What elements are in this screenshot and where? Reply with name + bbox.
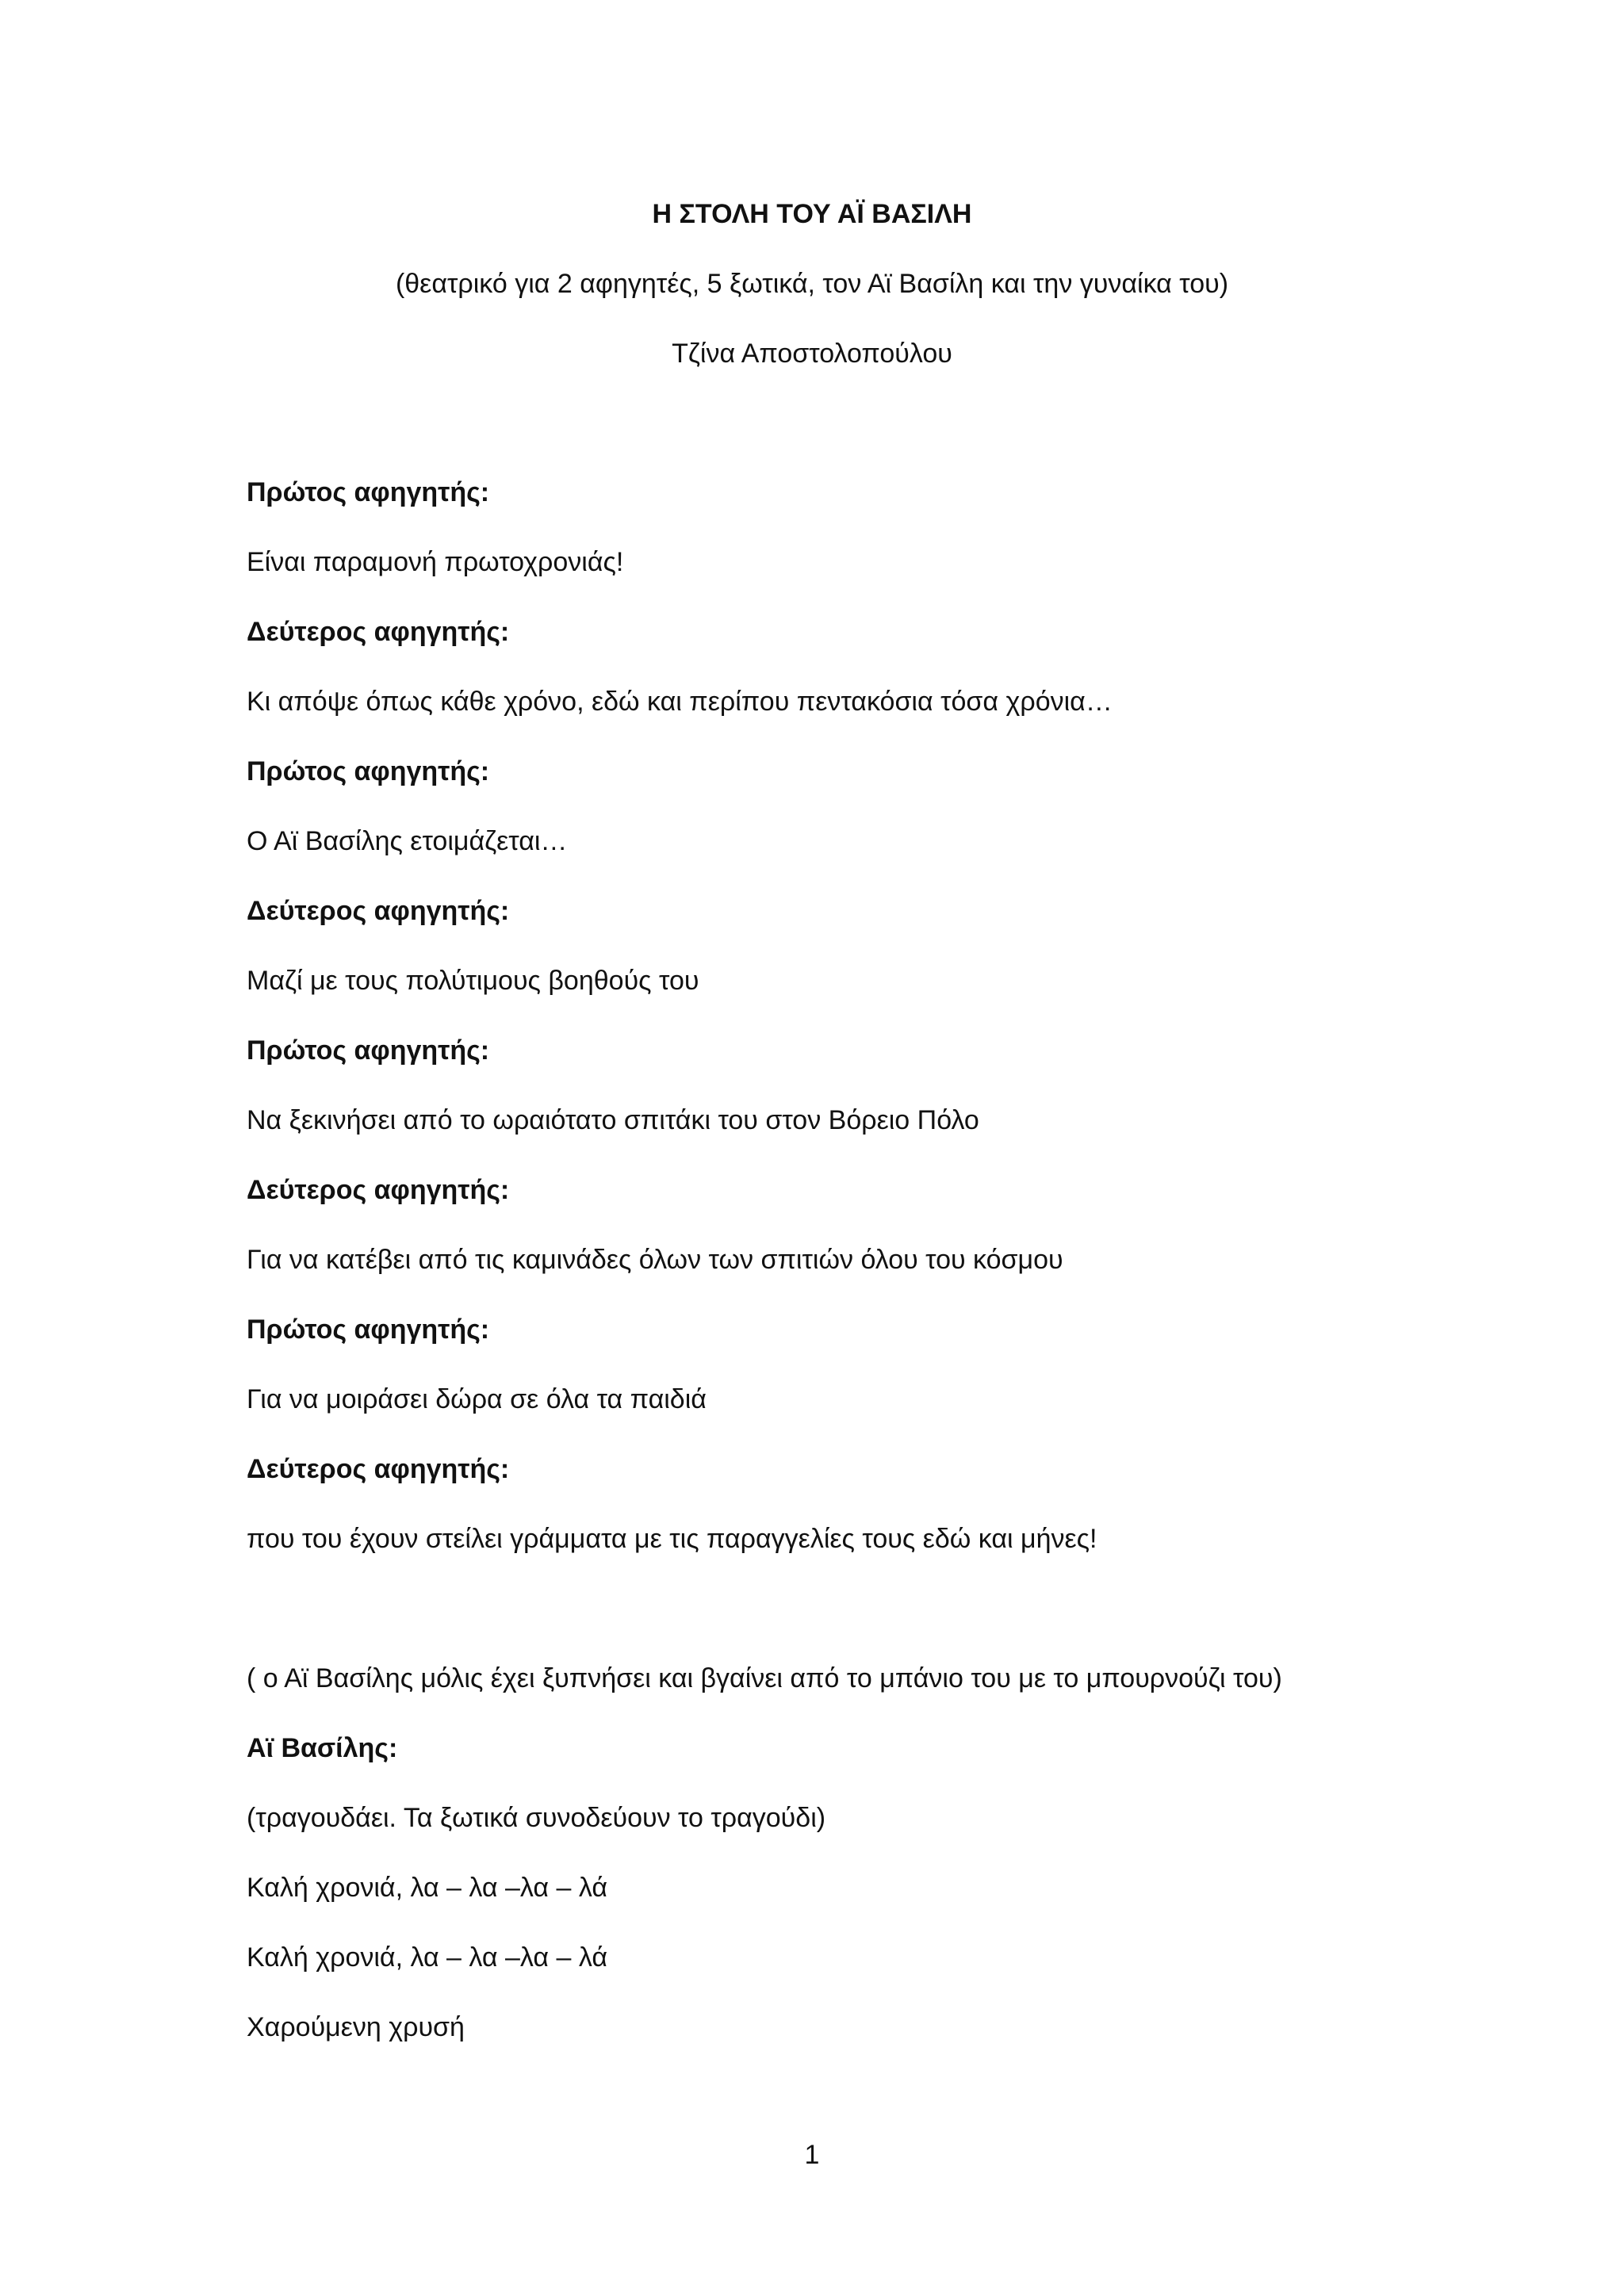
dialogue-line: Ο Αϊ Βασίλης ετοιμάζεται… bbox=[247, 826, 568, 856]
speaker-label: Πρώτος αφηγητής: bbox=[247, 756, 490, 786]
document-title: Η ΣΤΟΛΗ ΤΟΥ ΑΪ ΒΑΣΙΛΗ bbox=[652, 199, 972, 229]
speaker-label: Πρώτος αφηγητής: bbox=[247, 1035, 490, 1066]
speaker-label: Δεύτερος αφηγητής: bbox=[247, 617, 510, 647]
dialogue-line: Είναι παραμονή πρωτοχρονιάς! bbox=[247, 547, 624, 577]
page-number: 1 bbox=[804, 2140, 820, 2170]
document-subtitle: (θεατρικό για 2 αφηγητές, 5 ξωτικά, τον Αϊ Βασίλη και την γυναίκα του) bbox=[395, 269, 1229, 299]
dialogue-line: Κι απόψε όπως κάθε χρόνο, εδώ και περίπου πεντακόσια τόσα χρόνια… bbox=[247, 687, 1113, 717]
speaker-label: Αϊ Βασίλης: bbox=[247, 1733, 398, 1763]
speaker-label: Δεύτερος αφηγητής: bbox=[247, 896, 510, 926]
dialogue-line: Για να μοιράσει δώρα σε όλα τα παιδιά bbox=[247, 1384, 707, 1414]
dialogue-line: Να ξεκινήσει από το ωραιότατο σπιτάκι του στον Βόρειο Πόλο bbox=[247, 1105, 979, 1135]
speaker-label: Δεύτερος αφηγητής: bbox=[247, 1175, 510, 1205]
dialogue-line: που του έχουν στείλει γράμματα με τις παραγγελίες τους εδώ και μήνες! bbox=[247, 1524, 1097, 1554]
document-author: Τζίνα Αποστολοπούλου bbox=[672, 339, 952, 369]
song-line: Χαρούμενη χρυσή bbox=[247, 2012, 465, 2042]
stage-direction: (τραγουδάει. Τα ξωτικά συνοδεύουν το τραγούδι) bbox=[247, 1803, 826, 1833]
speaker-label: Πρώτος αφηγητής: bbox=[247, 477, 490, 507]
song-line: Καλή χρονιά, λα – λα –λα – λά bbox=[247, 1942, 607, 1973]
speaker-label: Πρώτος αφηγητής: bbox=[247, 1314, 490, 1345]
dialogue-line: Μαζί με τους πολύτιμους βοηθούς του bbox=[247, 966, 699, 996]
song-line: Καλή χρονιά, λα – λα –λα – λά bbox=[247, 1873, 607, 1903]
speaker-label: Δεύτερος αφηγητής: bbox=[247, 1454, 510, 1484]
dialogue-line: Για να κατέβει από τις καμινάδες όλων των σπιτιών όλου του κόσμου bbox=[247, 1245, 1063, 1275]
stage-direction: ( ο Αϊ Βασίλης μόλις έχει ξυπνήσει και βγαίνει από το μπάνιο του με το μπουρνούζι του) bbox=[247, 1663, 1282, 1693]
